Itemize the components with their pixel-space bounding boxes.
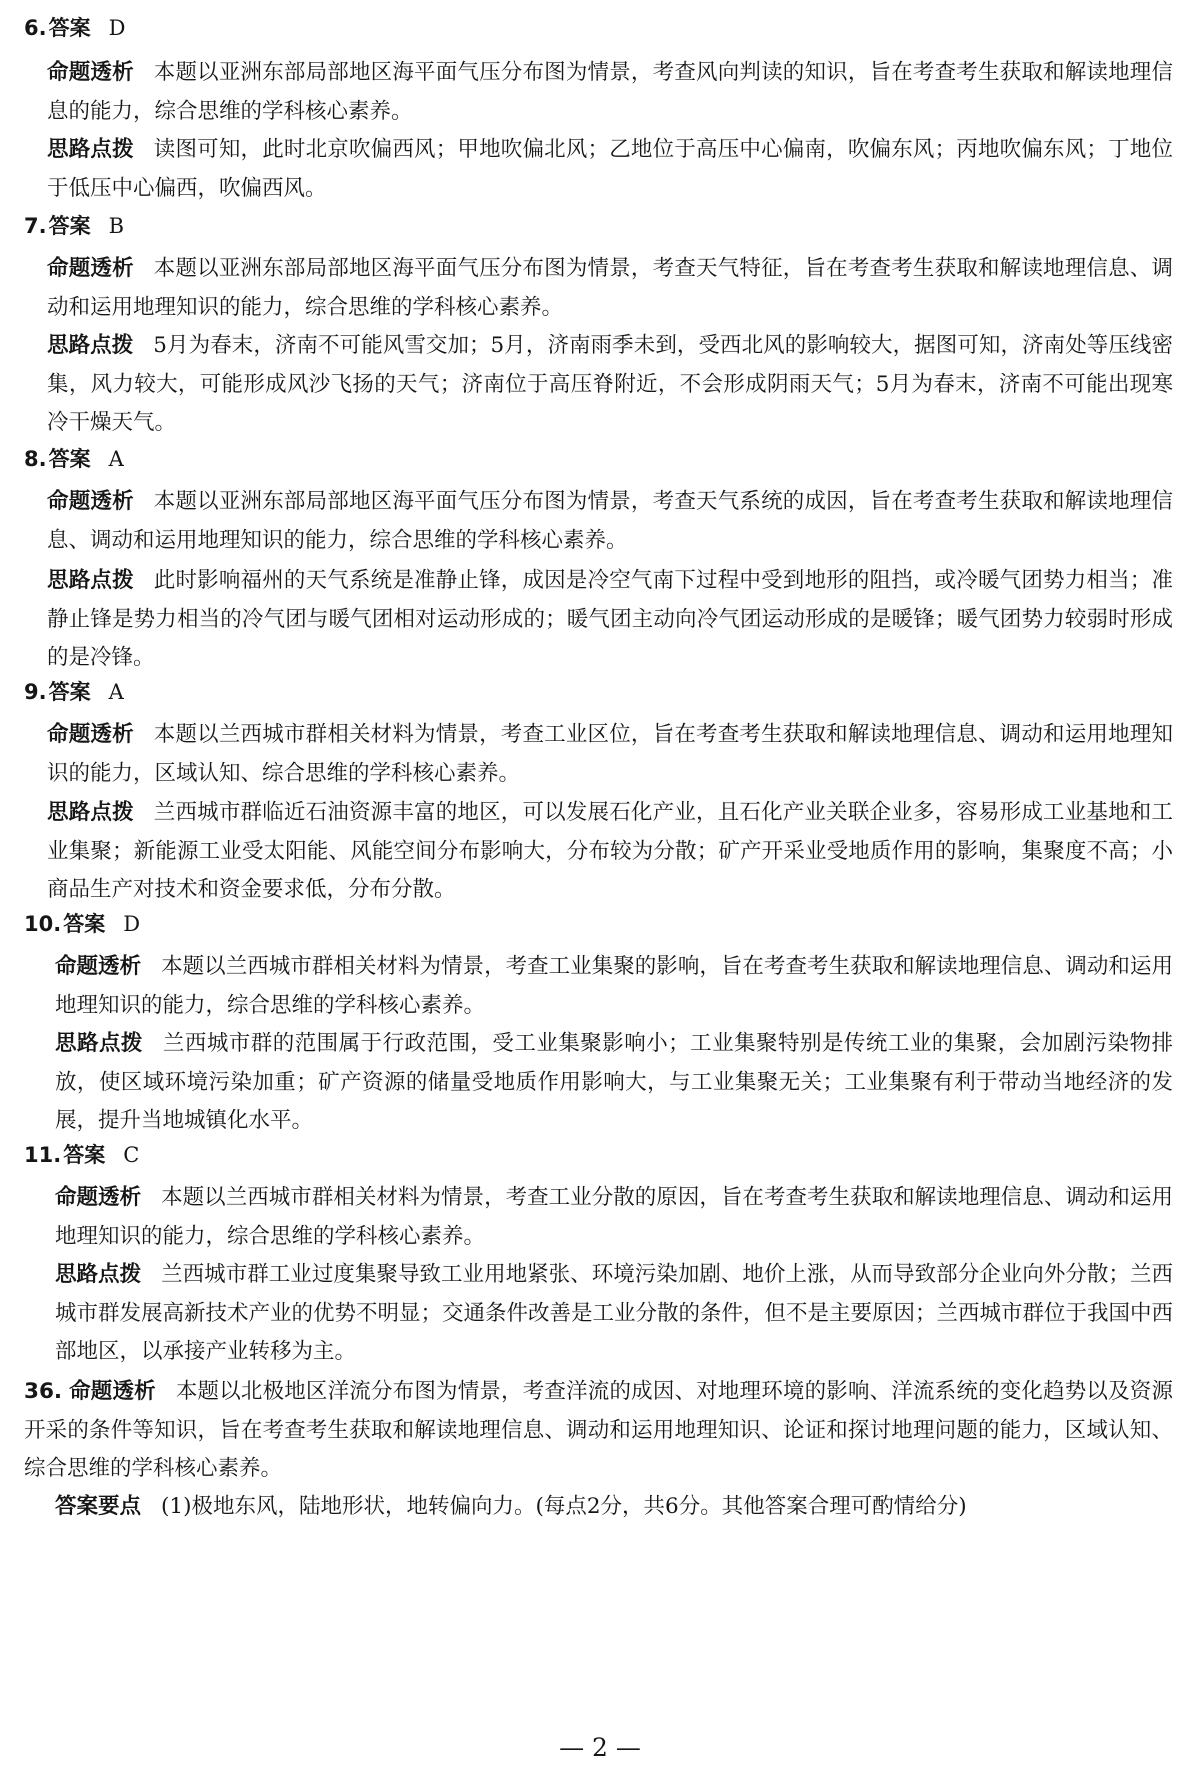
- analysis-text: 本题以亚洲东部局部地区海平面气压分布图为情景，考查天气特征，旨在考查考生获取和解读地理信息、调动和运用地理知识的能力，综合思维的学科核心素养。: [47, 256, 1173, 320]
- question-number: 6.: [24, 16, 47, 40]
- question-9-hint: [47, 794, 1173, 910]
- key-points-text: (1)极地东风，陆地形状，地转偏向力。(每点2分，共6分。其他答案合理可酌情给分): [161, 1494, 967, 1519]
- analysis-text: 本题以兰西城市群相关材料为情景，考查工业集聚的影响，旨在考查考生获取和解读地理信息、调动和运用地理知识的能力，综合思维的学科核心素养。: [55, 954, 1173, 1018]
- analysis-text: 本题以兰西城市群相关材料为情景，考查工业区位，旨在考查考生获取和解读地理信息、调动和运用地理知识的能力，区域认知、综合思维的学科核心素养。: [47, 722, 1173, 786]
- question-7-hint: [47, 327, 1173, 443]
- question-8-hint: [47, 562, 1173, 678]
- analysis-label: 命题透析: [47, 489, 134, 514]
- question-number: 11.: [24, 1143, 62, 1167]
- question-8-analysis: [47, 483, 1173, 560]
- question-number: 10.: [24, 912, 62, 936]
- answer-value: C: [123, 1143, 140, 1167]
- hint-label: 思路点拨: [55, 1031, 143, 1056]
- analysis-text: 本题以兰西城市群相关材料为情景，考查工业分散的原因，旨在考查考生获取和解读地理信息、调动和运用地理知识的能力，综合思维的学科核心素养。: [55, 1185, 1173, 1249]
- answer-label: 答案: [48, 214, 91, 238]
- question-6-hint: [47, 131, 1173, 208]
- hint-text: 此时影响福州的天气系统是准静止锋，成因是冷空气南下过程中受到地形的阻挡，或冷暖气团势力相当；准静止锋是势力相当的冷气团与暖气团相对运动形成的；暖气团主动向冷气团运动形成的是暖锋；暖气团势力较弱时形成的是冷锋。: [47, 568, 1173, 670]
- page-number: — 2 —: [559, 1733, 641, 1762]
- answer-label: 答案: [63, 1143, 106, 1167]
- question-10-analysis: [55, 948, 1173, 1025]
- hint-label: 思路点拨: [47, 800, 134, 825]
- answer-label: 答案: [48, 680, 91, 704]
- question-11-hint: [55, 1256, 1173, 1372]
- analysis-label: 命题透析: [55, 954, 142, 979]
- question-7-header: [24, 212, 124, 240]
- analysis-label: 命题透析: [47, 722, 134, 747]
- hint-label: 思路点拨: [47, 137, 134, 162]
- hint-text: 兰西城市群的范围属于行政范围，受工业集聚影响小；工业集聚特别是传统工业的集聚，会加剧污染物排放，使区域环境污染加重；矿产资源的储量受地质作用影响大，与工业集聚无关；工业集聚有利于带动当地经济的发展，提升当地城镇化水平。: [55, 1031, 1173, 1133]
- question-9-analysis: [47, 716, 1173, 793]
- answer-value: A: [108, 447, 124, 471]
- question-6-header: [24, 14, 125, 42]
- hint-label: 思路点拨: [55, 1262, 142, 1287]
- question-8-header: [24, 445, 124, 473]
- question-9-header: [24, 678, 124, 706]
- answer-value: B: [108, 214, 125, 238]
- analysis-label: 命题透析: [69, 1379, 156, 1404]
- answer-value: A: [108, 680, 124, 704]
- analysis-text: 本题以亚洲东部局部地区海平面气压分布图为情景，考查风向判读的知识，旨在考查考生获取和解读地理信息的能力，综合思维的学科核心素养。: [47, 60, 1173, 124]
- hint-text: 兰西城市群工业过度集聚导致工业用地紧张、环境污染加剧、地价上涨，从而导致部分企业向外分散；兰西城市群发展高新技术产业的优势不明显；交通条件改善是工业分散的条件，但不是主要原因；兰西城市群位于我国中西部地区，以承接产业转移为主。: [55, 1262, 1174, 1364]
- answer-value: D: [123, 912, 141, 936]
- analysis-label: 命题透析: [47, 60, 134, 85]
- answer-label: 答案: [63, 912, 106, 936]
- analysis-text: 本题以北极地区洋流分布图为情景，考查洋流的成因、对地理环境的影响、洋流系统的变化趋势以及资源开采的条件等知识，旨在考查考生获取和解读地理信息、调动和运用地理知识、论证和探讨地理问题的能力，区域认知、综合思维的学科核心素养。: [24, 1379, 1173, 1481]
- analysis-text: 本题以亚洲东部局部地区海平面气压分布图为情景，考查天气系统的成因，旨在考查考生获取和解读地理信息、调动和运用地理知识的能力，综合思维的学科核心素养。: [47, 489, 1173, 553]
- hint-label: 思路点拨: [47, 568, 134, 593]
- analysis-label: 命题透析: [47, 256, 134, 281]
- question-11-analysis: [55, 1179, 1173, 1256]
- question-6-analysis: [47, 54, 1173, 131]
- question-36-analysis: [24, 1373, 1173, 1489]
- answer-value: D: [108, 16, 126, 40]
- question-number: 7.: [24, 214, 47, 238]
- question-36-key-points: [55, 1488, 1173, 1527]
- question-7-analysis: [47, 250, 1173, 327]
- hint-text: 兰西城市群临近石油资源丰富的地区，可以发展石化产业，且石化产业关联企业多，容易形成工业基地和工业集聚；新能源工业受太阳能、风能空间分布影响大，分布较为分散；矿产开采业受地质作用的影响，集聚度不高；小商品生产对技术和资金要求低，分布分散。: [47, 800, 1173, 902]
- question-number: 9.: [24, 680, 47, 704]
- question-11-header: [24, 1141, 139, 1169]
- hint-text: 5月为春末，济南不可能风雪交加；5月，济南雨季未到，受西北风的影响较大，据图可知，济南处等压线密集，风力较大，可能形成风沙飞扬的天气；济南位于高压脊附近，不会形成阴雨天气；5月为春末，济南不可能出现寒冷干燥天气。: [47, 333, 1173, 435]
- analysis-label: 命题透析: [55, 1185, 142, 1210]
- hint-text: 读图可知，此时北京吹偏西风；甲地吹偏北风；乙地位于高压中心偏南，吹偏东风；丙地吹偏东风；丁地位于低压中心偏西，吹偏西风。: [47, 137, 1173, 201]
- question-10-hint: [55, 1025, 1173, 1141]
- answer-label: 答案: [48, 16, 91, 40]
- question-10-header: [24, 910, 140, 938]
- question-number: 36.: [24, 1379, 63, 1404]
- question-number: 8.: [24, 447, 47, 471]
- hint-label: 思路点拨: [47, 333, 134, 358]
- key-points-label: 答案要点: [55, 1494, 142, 1519]
- answer-label: 答案: [48, 447, 91, 471]
